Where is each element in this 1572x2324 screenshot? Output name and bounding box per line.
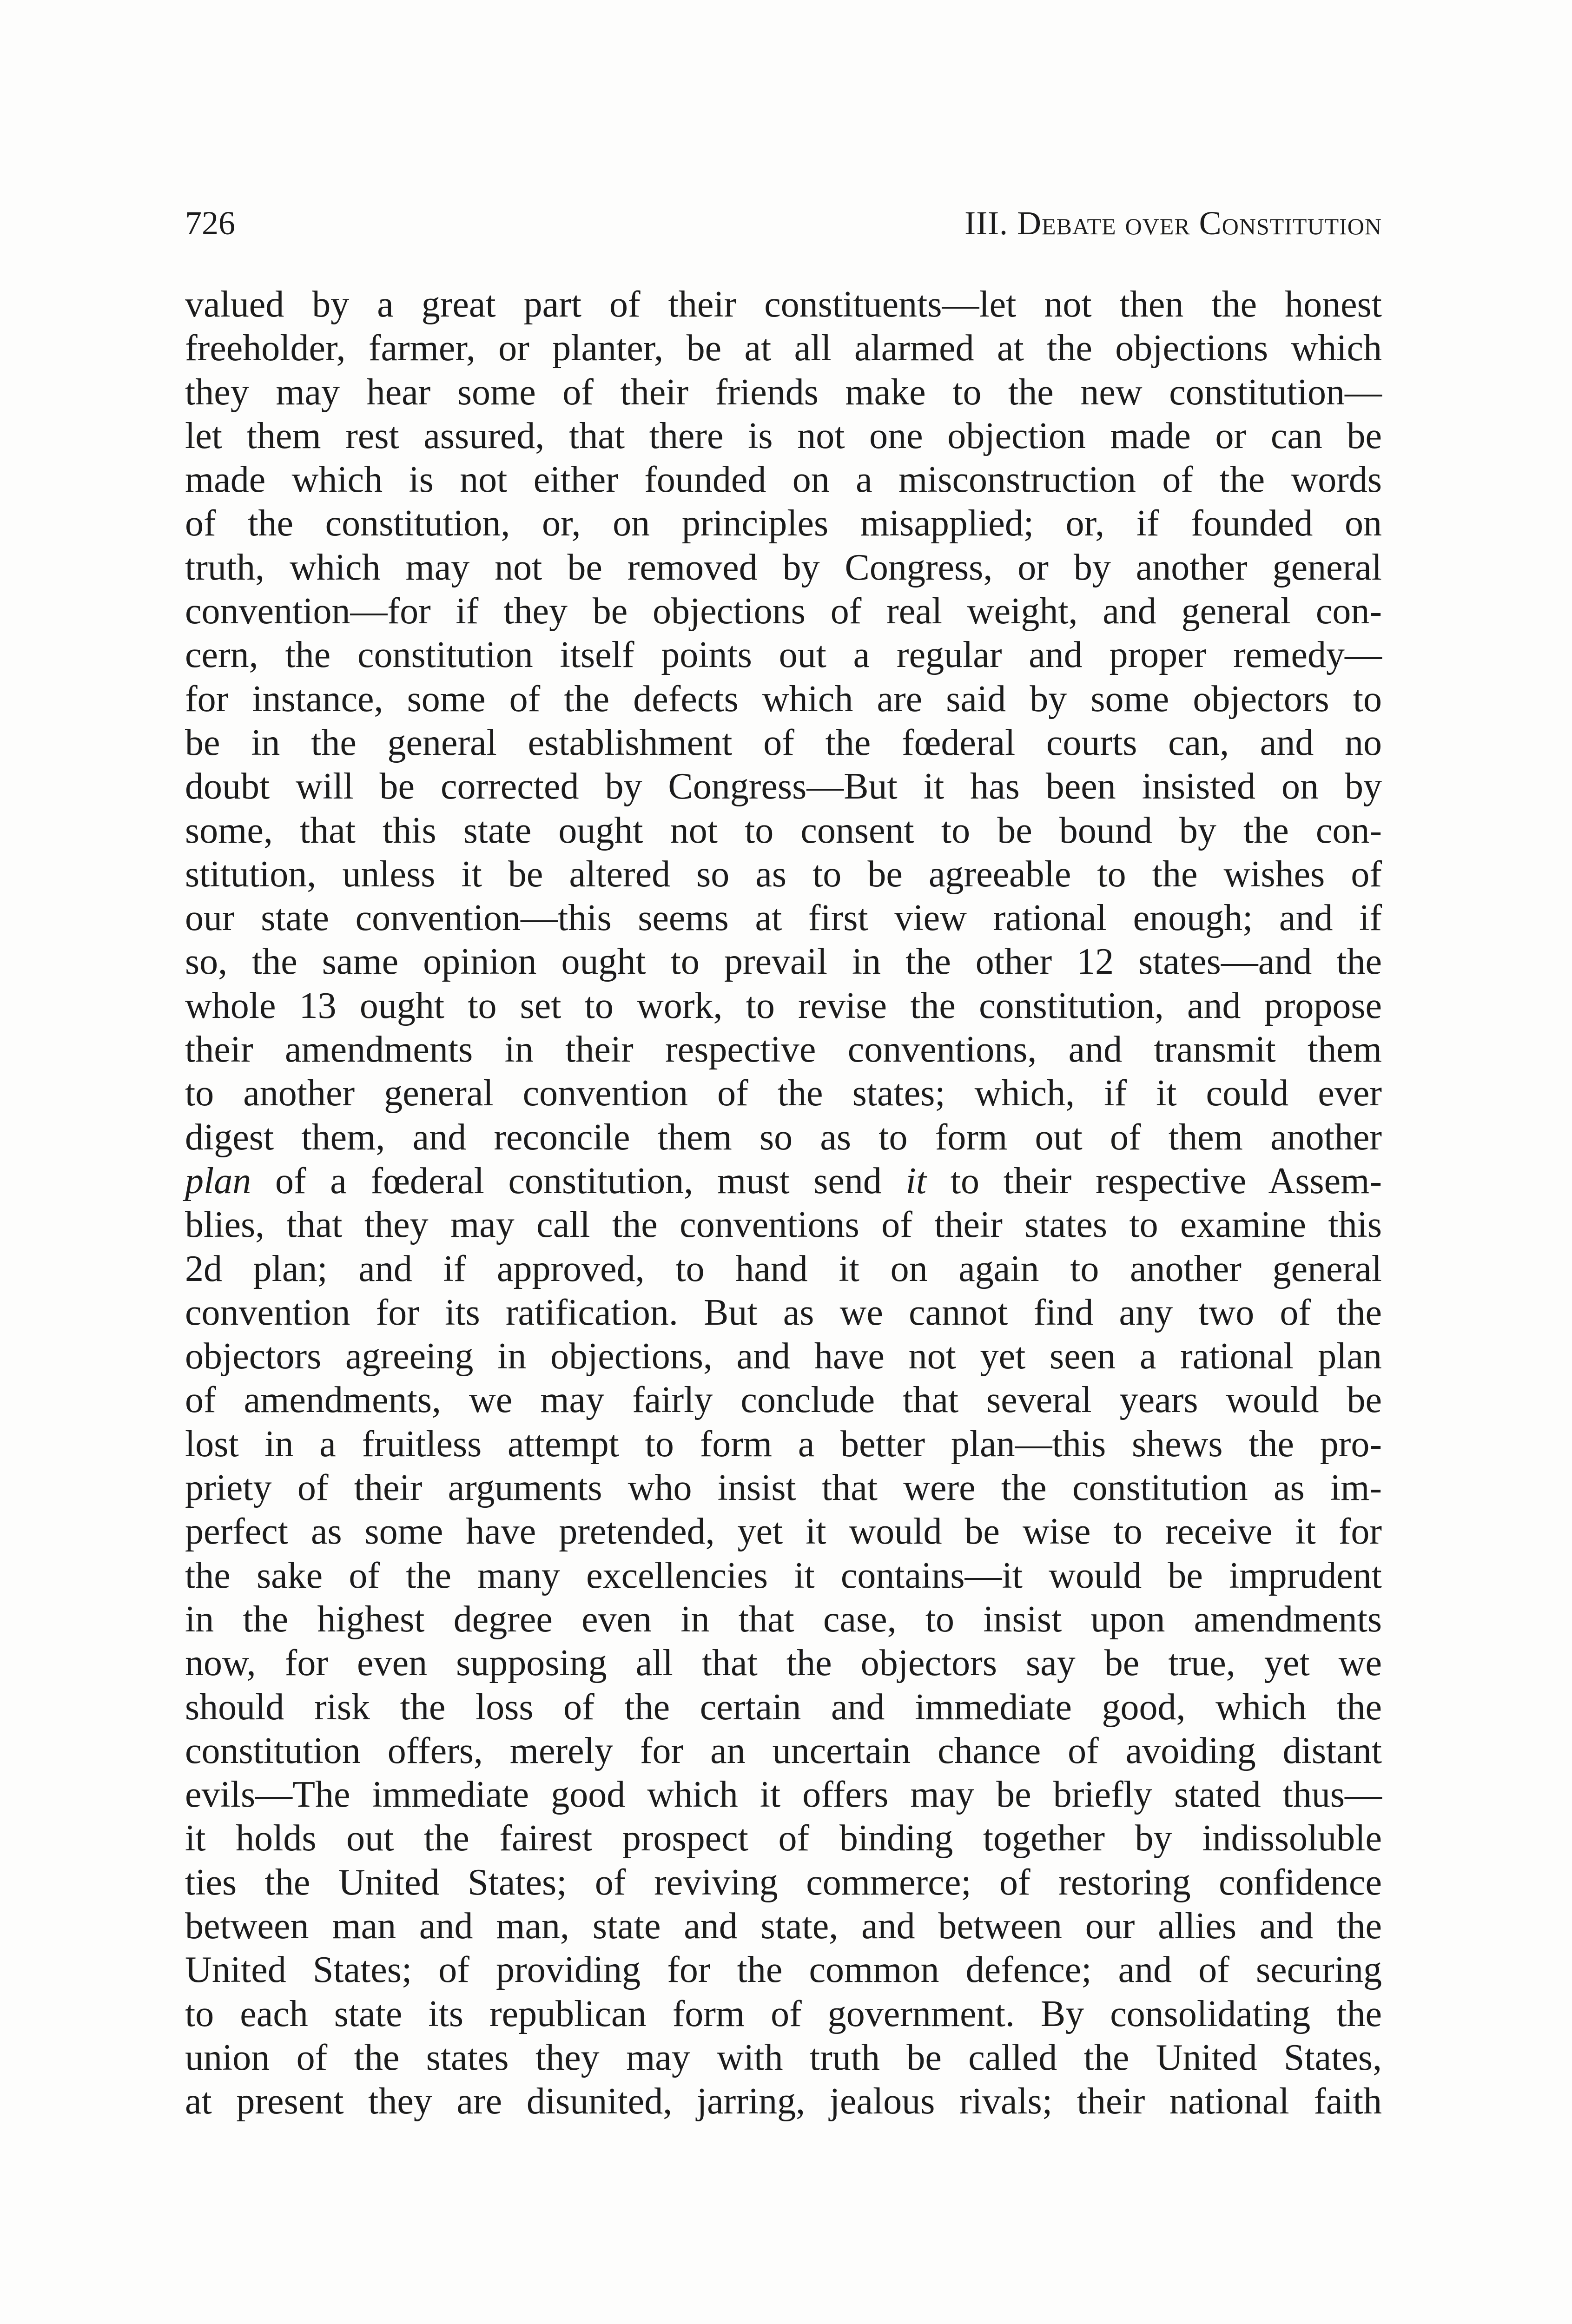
text-line	[185, 1861, 1382, 1904]
text-run: now, for even supposing all that the objectors say be true, yet we	[185, 1643, 1382, 1684]
text-run: valued by a great part of their constituents—let not then the honest	[185, 284, 1382, 325]
text-run: United States; of providing for the common defence; and of securing	[185, 1949, 1382, 1991]
text-run: 2d plan; and if approved, to hand it on again to another general	[185, 1248, 1382, 1289]
text-run: to another general convention of the states; which, if it could ever	[185, 1073, 1382, 1114]
text-run: stitution, unless it be altered so as to be agreeable to the wishes of	[185, 853, 1382, 895]
text-run: their amendments in their respective conventions, and transmit them	[185, 1029, 1382, 1070]
text-line	[185, 1773, 1382, 1816]
text-line	[185, 283, 1382, 326]
text-line	[185, 1948, 1382, 1992]
text-line	[185, 809, 1382, 852]
text-run: made which is not either founded on a misconstruction of the words	[185, 459, 1382, 501]
text-line	[185, 1904, 1382, 1948]
text-line	[185, 546, 1382, 589]
text-run: priety of their arguments who insist that were the constitution as im-	[185, 1467, 1382, 1509]
text-line	[185, 1598, 1382, 1641]
text-run: truth, which may not be removed by Congress, or by another general	[185, 547, 1382, 588]
text-line	[185, 677, 1382, 721]
text-line	[185, 458, 1382, 502]
text-run: cern, the constitution itself points out a regular and proper remedy—	[185, 634, 1382, 676]
text-line	[185, 1992, 1382, 2036]
text-run: lost in a fruitless attempt to form a better plan—this shews the pro-	[185, 1423, 1382, 1465]
text-run: between man and man, state and state, and between our allies and the	[185, 1905, 1382, 1947]
text-line	[185, 1816, 1382, 1860]
text-line	[185, 1334, 1382, 1378]
text-run: should risk the loss of the certain and immediate good, which the	[185, 1686, 1382, 1728]
text-line	[185, 502, 1382, 545]
italic-text: it	[905, 1160, 927, 1202]
text-run: freeholder, farmer, or planter, be at all alarmed at the objections which	[185, 328, 1382, 369]
text-run: perfect as some have pretended, yet it would be wise to receive it for	[185, 1511, 1382, 1552]
page-number: 726	[185, 205, 235, 242]
text-run: digest them, and reconcile them so as to form out of them another	[185, 1116, 1382, 1158]
text-line	[185, 1291, 1382, 1334]
text-run: at present they are disunited, jarring, jealous rivals; their national faith	[185, 2081, 1382, 2122]
text-line	[185, 1378, 1382, 1422]
text-line	[185, 765, 1382, 808]
text-line	[185, 414, 1382, 458]
text-run: whole 13 ought to set to work, to revise the constitution, and propose	[185, 985, 1382, 1026]
text-run: so, the same opinion ought to prevail in the other 12 states—and the	[185, 941, 1382, 983]
text-line	[185, 1028, 1382, 1071]
text-run: for instance, some of the defects which are said by some objectors to	[185, 678, 1382, 720]
text-run: doubt will be corrected by Congress—But it has been insisted on by	[185, 766, 1382, 807]
text-line	[185, 2080, 1382, 2123]
text-line	[185, 589, 1382, 633]
text-run: it holds out the fairest prospect of binding together by indissoluble	[185, 1818, 1382, 1859]
text-line	[185, 940, 1382, 984]
text-line	[185, 1247, 1382, 1291]
text-line	[185, 1116, 1382, 1159]
text-line	[185, 1159, 1382, 1203]
text-line	[185, 1554, 1382, 1598]
running-head: III. Debate over Constitution	[964, 205, 1382, 242]
text-line	[185, 2036, 1382, 2080]
text-line	[185, 852, 1382, 896]
text-line	[185, 1729, 1382, 1773]
text-run: constitution offers, merely for an uncertain chance of avoiding distant	[185, 1730, 1382, 1771]
text-line	[185, 1203, 1382, 1247]
text-run: they may hear some of their friends make to the new constitution—	[185, 371, 1382, 413]
text-run: of a fœderal constitution, must send	[251, 1160, 906, 1202]
page-header	[185, 200, 1382, 246]
text-run: convention for its ratification. But as we cannot find any two of the	[185, 1292, 1382, 1333]
text-line	[185, 370, 1382, 414]
text-run: convention—for if they be objections of real weight, and general con-	[185, 591, 1382, 632]
text-run: of the constitution, or, on principles misapplied; or, if founded on	[185, 503, 1382, 544]
text-run: some, that this state ought not to consent to be bound by the con-	[185, 810, 1382, 851]
italic-text: plan	[185, 1160, 251, 1202]
text-run: the sake of the many excellencies it contains—it would be imprudent	[185, 1555, 1382, 1596]
text-line	[185, 984, 1382, 1028]
text-line	[185, 1685, 1382, 1729]
text-run: union of the states they may with truth be called the United States,	[185, 2037, 1382, 2078]
text-run: be in the general establishment of the fœderal courts can, and no	[185, 722, 1382, 763]
text-run: blies, that they may call the conventions of their states to examine this	[185, 1204, 1382, 1246]
text-line	[185, 1641, 1382, 1685]
text-run: to their respective Assem-	[926, 1160, 1382, 1202]
text-line	[185, 1422, 1382, 1466]
body-text	[185, 283, 1382, 2123]
text-run: of amendments, we may fairly conclude that several years would be	[185, 1380, 1382, 1421]
text-run: let them rest assured, that there is not one objection made or can be	[185, 415, 1382, 456]
text-run: ties the United States; of reviving commerce; of restoring confidence	[185, 1862, 1382, 1903]
text-line	[185, 721, 1382, 765]
text-line	[185, 1466, 1382, 1510]
text-run: our state convention—this seems at first view rational enough; and if	[185, 898, 1382, 939]
text-line	[185, 633, 1382, 677]
text-line	[185, 326, 1382, 370]
text-line	[185, 896, 1382, 940]
text-run: evils—The immediate good which it offers may be briefly stated thus—	[185, 1774, 1382, 1816]
text-line	[185, 1071, 1382, 1115]
text-run: to each state its republican form of government. By consolidating the	[185, 1993, 1382, 2034]
text-run: objectors agreeing in objections, and have not yet seen a rational plan	[185, 1336, 1382, 1377]
text-run: in the highest degree even in that case, to insist upon amendments	[185, 1598, 1382, 1640]
text-line	[185, 1510, 1382, 1553]
